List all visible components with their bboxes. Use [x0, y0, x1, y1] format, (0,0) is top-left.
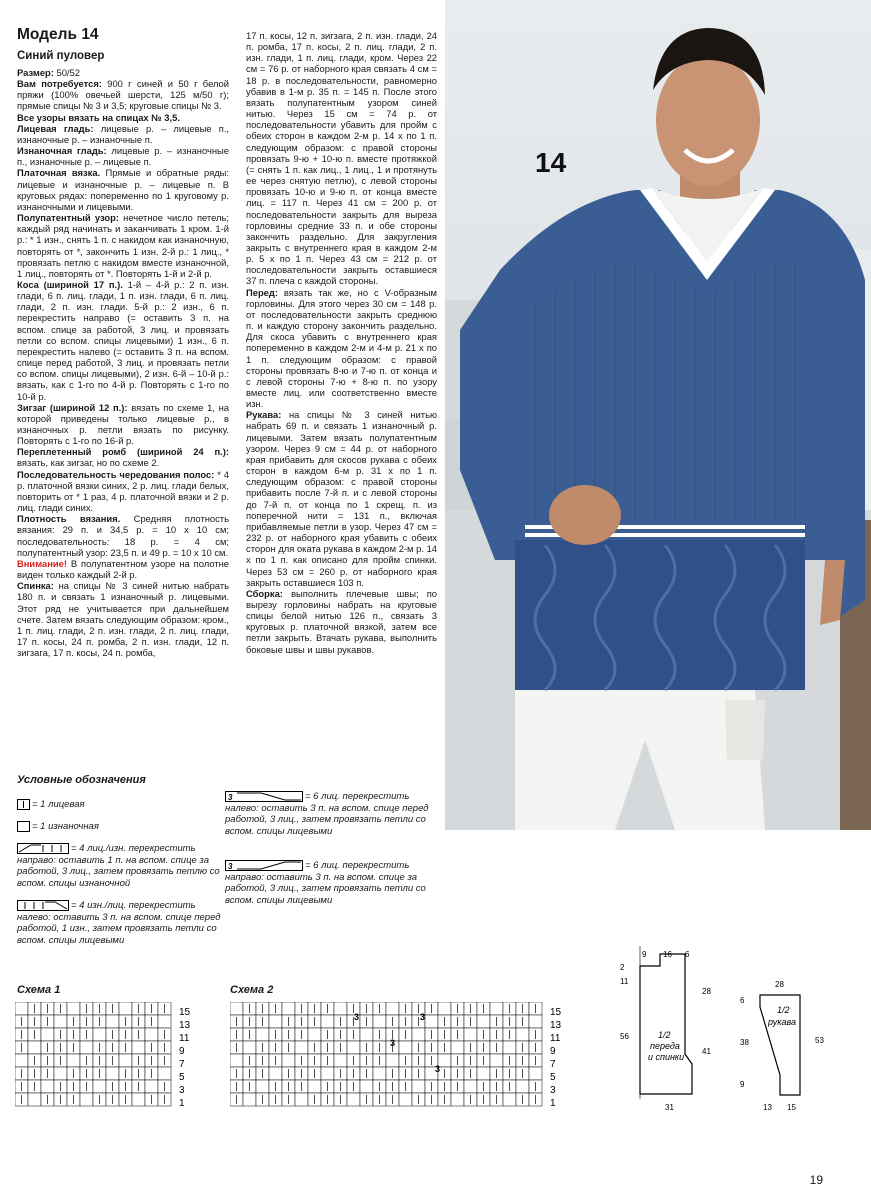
schema-1-grid [15, 1002, 171, 1106]
paragraph-label: Плотность вязания. [17, 513, 121, 525]
grid-cell [399, 1041, 412, 1054]
paragraph-text: Прямые и обратные ряды: лицевые и изнаночные р. – лицевые п. В круговых рядах: попеременно по 1 круговому р. изнаночными и лицевыми. [17, 167, 230, 212]
photo-number: 14 [535, 147, 567, 178]
grid-cell [28, 1041, 41, 1054]
paragraph-label: Платочная вязка. [17, 167, 101, 179]
paragraph-text: лицевые р. – лицевые п., изнаночные р. – изнаночные п. [17, 122, 229, 145]
paragraph-text: нечетное число петель; каждый ряд начинать и заканчивать 1 кром. 1-й р.: * 1 изн., снять 1 п. с накидом как изнаночную, повторять от *, закончить 1 изн. 2-й р.: 1 лиц., * провязать петлю с накидом вместе изнаночной, 1 лиц., повторять от *. Повторять 1-й и 2-й р. [17, 212, 229, 279]
dim-sleeve-left-9: 9 [740, 1080, 745, 1089]
legend-item-knit [17, 799, 227, 811]
pattern-front-back [610, 944, 720, 1116]
legend-text-cross-right-6: = 6 лиц. перекрестить направо: оставить 3 п. на вспом. спице за работой, 3 лиц., затем провязать петли со вспом. спицы лицевыми [225, 860, 426, 906]
legend-item-cross-left-6 [225, 791, 430, 837]
grid-cell [373, 1015, 386, 1028]
row-label-7: 7 [550, 1059, 556, 1070]
schema-1-chart [15, 1002, 195, 1114]
paragraph [17, 212, 229, 279]
legend-text-purl: = 1 изнаночная [32, 821, 99, 833]
dim-right-41: 41 [702, 1047, 711, 1056]
row-label-3: 3 [550, 1085, 556, 1096]
paragraph-text: 50/52 [53, 67, 80, 78]
row-label-7: 7 [179, 1059, 185, 1070]
dim-left-11: 11 [620, 977, 629, 986]
sleeve-label-text: рукава [768, 1017, 796, 1027]
paragraph [17, 279, 229, 402]
paragraph-label: Коса (шириной 17 п.). [17, 278, 123, 290]
grid-cell [145, 1028, 158, 1041]
grid-cell [412, 1080, 425, 1093]
column-1-paragraphs [17, 67, 229, 658]
dim-right-28: 28 [702, 987, 711, 996]
paragraph [17, 123, 229, 145]
grid-cell [373, 1067, 386, 1080]
grid-cell [451, 1041, 464, 1054]
grid-cell [529, 1015, 542, 1028]
legend-item-cross-right-6 [225, 860, 430, 906]
paragraph-label: Внимание! [17, 557, 67, 569]
grid-cell [529, 1067, 542, 1080]
legend-text-knit: = 1 лицевая [32, 799, 85, 811]
legend-item-cross-left-4 [17, 900, 222, 946]
cross-left-6-symbol-icon [225, 791, 303, 802]
grid-cell [438, 1002, 451, 1015]
row-label-9: 9 [550, 1046, 556, 1057]
paragraph [17, 469, 229, 514]
left-hand [549, 485, 621, 545]
schema-2-mark-1: 3 [354, 1012, 360, 1022]
grid-cell [451, 1093, 464, 1106]
grid-cell [269, 1015, 282, 1028]
cross-left-4-symbol-icon [17, 900, 69, 911]
paragraph-text: вязать так же, но с V-образным горловины. Для этого через 30 см = 148 р. от последовательности закрыть среднюю п. и каждую сторону закончить раздельно. Для скоса убавить с внутреннего края попеременно в каждом 2-м и 4-м р. 21 х по 1 п. следующим образом: с правой стороны провязать 8-ю и 7-ю п. от конца и с левой стороны 7-ю + 8-ю п. по узору вместе лиц. или соответственно вместе изн. [246, 286, 437, 410]
grid-cell [15, 1054, 28, 1067]
paragraph [17, 513, 229, 558]
dim-sleeve-left-6: 6 [740, 996, 745, 1005]
grid-cell [412, 1028, 425, 1041]
dim-sleeve-top-28: 28 [775, 980, 784, 989]
grid-cell [269, 1067, 282, 1080]
cross-right-4-symbol-icon [17, 843, 69, 854]
dim-left-56: 56 [620, 1032, 629, 1041]
paragraph-label: Переплетенный ромб (шириной 24 п.): [17, 446, 229, 458]
grid-cell [41, 1028, 54, 1041]
row-label-5: 5 [179, 1072, 185, 1083]
paragraph-text: вязать по схеме 1, на которой приведены только лицевые р., в изнаночных р. петли вязать по рисунку. Повторять с 1-го по 16-й р. [17, 401, 229, 447]
grid-cell [256, 1028, 269, 1041]
paragraph [246, 287, 437, 410]
grid-cell [106, 1067, 119, 1080]
legend-item-purl [17, 821, 227, 833]
legend-text-cross-right-4: = 4 лиц./изн. перекрестить направо: оставить 1 п. на вспом. спице за работой, 3 лиц., затем провязать петлю со вспом. спицы изнаночной [17, 843, 220, 889]
row-label-1: 1 [550, 1098, 556, 1109]
schema-2-chart [230, 1002, 570, 1114]
grid-cell [41, 1080, 54, 1093]
paragraph [17, 67, 229, 78]
grid-cell [132, 1093, 145, 1106]
row-label-11: 11 [550, 1033, 561, 1044]
text-column-2 [246, 30, 437, 655]
paragraph-label: Все узоры вязать на спицах № 3,5. [17, 111, 180, 123]
model-subtitle: Синий пуловер [17, 50, 105, 62]
grid-cell [464, 1028, 477, 1041]
text-column-1 [17, 26, 229, 658]
grid-cell [132, 1041, 145, 1054]
front-back-label-line2: переда [650, 1041, 680, 1051]
dim-sleeve-bottom-13: 13 [763, 1103, 772, 1112]
grid-cell [243, 1041, 256, 1054]
grid-cell [145, 1080, 158, 1093]
paragraph-label: Спинка: [17, 580, 54, 592]
grid-cell [67, 1054, 80, 1067]
grid-cell [28, 1093, 41, 1106]
legend-text-cross-left-6: = 6 лиц. перекрестить налево: оставить 3 п. на вспом. спице перед работой, 3 лиц., затем провязать петли со вспом. спицы лицевыми [225, 791, 429, 837]
paragraph [17, 402, 229, 447]
dim-bottom-31: 31 [665, 1103, 674, 1112]
dim-top-16: 16 [663, 950, 672, 959]
grid-cell [67, 1002, 80, 1015]
paragraph [246, 588, 437, 655]
front-back-label-line3: и спинки [648, 1052, 685, 1062]
paragraph-label: Лицевая гладь: [17, 122, 94, 134]
row-label-1: 1 [179, 1098, 185, 1109]
schema-2-mark-3: 3 [390, 1038, 396, 1048]
grid-cell [477, 1067, 490, 1080]
paragraph [17, 580, 229, 658]
paragraph-text: * 4 р. платочной вязки синих, 2 р. лиц. глади белых, повторить от * 1 раз, 4 р. платочной вязки и 2 р. лиц. глади синих. [17, 468, 230, 514]
dim-sleeve-right-53: 53 [815, 1036, 824, 1045]
paragraph-label: Последовательность чередования полос: [17, 468, 215, 480]
paragraph-text: выполнить плечевые швы; по вырезу горловины набрать на круговые спицы белой нитью 126 п., связать 3 круговых р. платочной вязкой, затем все петли закрыть. Втачать рукава, выполнить боковые швы и швы рукавов. [246, 587, 437, 655]
paragraph-label: Сборка: [246, 587, 283, 599]
paragraph-text: В полупатентном узоре на полотне виден только каждый 2-й р. [17, 557, 229, 581]
purl-symbol-icon [17, 821, 30, 832]
cross-left-6-number: 3 [228, 793, 233, 802]
grid-cell [516, 1080, 529, 1093]
paragraph-text: 900 г синей и 50 г белой пряжи (100% овечьей шерсти, 125 м/50 г); прямые спицы № 3 и 3,5; круговые спицы № 3. [17, 78, 229, 112]
legend-title: Условные обозначения [17, 774, 146, 786]
cross-right-6-symbol-icon [225, 860, 303, 871]
cable-panel [515, 540, 805, 690]
schema-2-mark-2: 3 [420, 1012, 426, 1022]
paragraph-label: Полупатентный узор: [17, 212, 119, 224]
grid-cell [158, 1067, 171, 1080]
row-label-15: 15 [179, 1007, 191, 1018]
grid-cell [15, 1002, 28, 1015]
grid-cell [106, 1015, 119, 1028]
grid-cell [158, 1015, 171, 1028]
grid-cell [503, 1041, 516, 1054]
dim-sleeve-left-38: 38 [740, 1038, 749, 1047]
grid-cell [119, 1054, 132, 1067]
grid-cell [386, 1002, 399, 1015]
dim-left-2: 2 [620, 963, 625, 972]
grid-cell [295, 1041, 308, 1054]
paragraph [17, 145, 229, 167]
row-label-9: 9 [179, 1046, 185, 1057]
grid-cell [386, 1054, 399, 1067]
legend-text-cross-left-4: = 4 изн./лиц. перекрестить налево: оставить 3 п. на вспом. спице перед работой, 1 изн., затем провязать петли со вспом. спицы лицевыми [17, 900, 221, 946]
paragraph-text: на спицы № 3 синей нитью набрать 69 п. и связать 1 изнаночный р. лицевыми. Затем вязать полупатентным узором. Через 9 см = 44 р. от наборного края прибавить для скосов рукава с обеих сторон в каждом 6-м р. 31 х по 1 п. следующим образом: с правой стороны прибавить после 7-й п. и с левой стороны до 7-й п. от конца по 1 скрещ. п. из поперечной нити = 131 п., включая прибавляемые петли в узор. Через 47 см = 232 р. от наборного края убавить с обеих сторон для оката рукава в каждом 2-м р. 14 х по 1 п. как описано для пройм спинки. Через 53 см = 260 р. от наборного края закрыть оставшиеся 103 п. [246, 409, 437, 588]
grid-cell [425, 1015, 438, 1028]
schema-2-mark-4: 3 [435, 1064, 441, 1074]
knit-symbol-icon [17, 799, 30, 810]
sweater-illustration [445, 0, 871, 830]
grid-cell [230, 1002, 243, 1015]
dim-top-9: 9 [642, 950, 647, 959]
paragraph-text: лицевые р. – изнаночные п., изнаночные р. – лицевые п. [17, 145, 229, 168]
paragraph [17, 167, 229, 212]
row-label-11: 11 [179, 1033, 190, 1044]
paragraph [17, 558, 229, 580]
schema-1-title: Схема 1 [17, 984, 61, 996]
model-photo [445, 0, 871, 830]
grid-cell [399, 1093, 412, 1106]
sleeve-label-fraction: 1/2 [777, 1005, 790, 1015]
row-label-5: 5 [550, 1072, 556, 1083]
paragraph-text: 1-й – 4-й р.: 2 п. изн. глади, 6 п. лиц. глади, 1 п. изн. глади, 6 п. лиц. глади, 2 п. изн. глади. 5-й р.: 2 изн., 6 п. перекрестить направо (= оставить 3 п. на вспом. спице за работой, 3 лиц. и провязать петли со вспом. спицы лицевыми) 1 изн., 6 п. перекрестить налево (= оставить 3 п. на вспом. спице перед работой, 3 лиц. и провязать петли со вспом. спицы лицевыми), 2 изн. 6-й – 10-й р.: вязать, как с 1-го по 4-й р. Повторять с 1-го по 10-й р. [17, 278, 229, 402]
row-label-13: 13 [179, 1020, 191, 1031]
paragraph [17, 112, 229, 123]
grid-cell [54, 1067, 67, 1080]
grid-cell [334, 1002, 347, 1015]
paragraph-label: Перед: [246, 286, 278, 298]
paragraph-text: на спицы № 3 синей нитью набрать 180 п. и связать 1 изнаночный р. лицевыми. Этот ряд не учитывается при дальнейшем счете. Затем вязать следующим образом: кром., 1 п. лиц. глади, 2 п. изн. глади, 2 п. лиц. глади, 17 п. косы, 24 п. ромба, 2 п. изн. глади, 12 п. зигзага, 17 п. косы, 24 п. ромба, [17, 580, 229, 659]
grid-cell [477, 1015, 490, 1028]
grid-cell [230, 1054, 243, 1067]
paragraph [246, 30, 437, 287]
paragraph [17, 78, 229, 111]
grid-cell [360, 1028, 373, 1041]
grid-cell [464, 1080, 477, 1093]
dim-sleeve-bottom-15: 15 [787, 1103, 796, 1112]
schema-1-row-labels [179, 1007, 191, 1109]
legend-item-cross-right-4 [17, 843, 222, 889]
front-back-label-fraction: 1/2 [658, 1030, 671, 1040]
schema-2-row-labels [550, 1007, 562, 1109]
grid-cell [347, 1093, 360, 1106]
paragraph-text: вязать, как зигзаг, но по схеме 2. [17, 457, 160, 469]
paragraph-label: Рукава: [246, 409, 282, 421]
grid-cell [503, 1093, 516, 1106]
grid-cell [308, 1028, 321, 1041]
front-back-outline [640, 954, 692, 1094]
model-title: Модель 14 [17, 26, 99, 43]
paragraph [17, 446, 229, 468]
paragraph-label: Вам потребуется: [17, 78, 102, 90]
grid-cell [54, 1015, 67, 1028]
schema-2-title: Схема 2 [230, 984, 274, 996]
grid-cell [119, 1002, 132, 1015]
paragraph-label: Зигзаг (шириной 12 п.): [17, 401, 128, 413]
grid-cell [80, 1093, 93, 1106]
cargo-pocket [725, 700, 765, 760]
column-2-paragraphs [246, 30, 437, 655]
paragraph-label: Изнаночная гладь: [17, 145, 107, 157]
grid-cell [490, 1054, 503, 1067]
paragraph-text: Средняя плотность вязания: 29 п. и 34,5 р. = 10 х 10 см; последовательность: 18 р. = 4 см; полупатентный узор: 23,5 п. и 49 р. = 10 х 10 см. [17, 513, 229, 558]
head [656, 54, 760, 186]
grid-cell [308, 1080, 321, 1093]
grid-cell [321, 1067, 334, 1080]
grid-cell [347, 1041, 360, 1054]
dim-top-6: 6 [685, 950, 690, 959]
grid-cell [321, 1015, 334, 1028]
grid-cell [282, 1054, 295, 1067]
pattern-sleeve [735, 975, 835, 1115]
grid-cell [490, 1002, 503, 1015]
grid-cell [256, 1080, 269, 1093]
grid-cell [516, 1028, 529, 1041]
paragraph-text: 17 п. косы, 12 п. зигзага, 2 п. изн. глади, 24 п. ромба, 17 п. косы, 2 п. лиц. глади, 2 п. изн. глади, 1 п. лиц. глади, кром. Через 22 см = 76 р. от наборного края связать 4 см = 18 р. в последовательности, равномерно убавив в 1-м р. 35 п. = 145 п. После этого вязать полупатентным узором синей нитью. Через 15 см = 74 р. от последовательности убавить для пройм с обеих сторон в каждом 2-м р. 14 х по 1 п. следующим образом: с правой стороны провязать 9-ю + 10-ю п. вместе протяжкой (= снять 1 п. как лиц., 1 лиц., 1 и протянуть ее через снятую петлю), с левой стороны провязать 10-ю и 9-ю п. от конца вместе лиц. = 117 п. Через 41 см = 200 р. от последовательности закрыть для выреза горловины средние 33 п. и обе стороны закончить раздельно. Для закругления закрыть с внутреннего края в каждом 2-м р. 5 х по 1 п. Через 43 см = 212 р. от последовательности закрыть оставшиеся 37 п. плеча с каждой стороны. [246, 30, 437, 287]
grid-cell [243, 1093, 256, 1106]
paragraph-label: Размер: [17, 67, 54, 78]
grid-cell [360, 1080, 373, 1093]
grid-cell [295, 1093, 308, 1106]
row-label-15: 15 [550, 1007, 562, 1018]
grid-cell [93, 1028, 106, 1041]
row-label-13: 13 [550, 1020, 562, 1031]
grid-cell [93, 1080, 106, 1093]
grid-cell [334, 1054, 347, 1067]
row-label-3: 3 [179, 1085, 185, 1096]
schema-2-grid [230, 1002, 542, 1106]
cross-right-6-number: 3 [228, 862, 233, 871]
paragraph [246, 409, 437, 588]
grid-cell [282, 1002, 295, 1015]
page-number: 19 [809, 1173, 823, 1187]
grid-cell [80, 1041, 93, 1054]
